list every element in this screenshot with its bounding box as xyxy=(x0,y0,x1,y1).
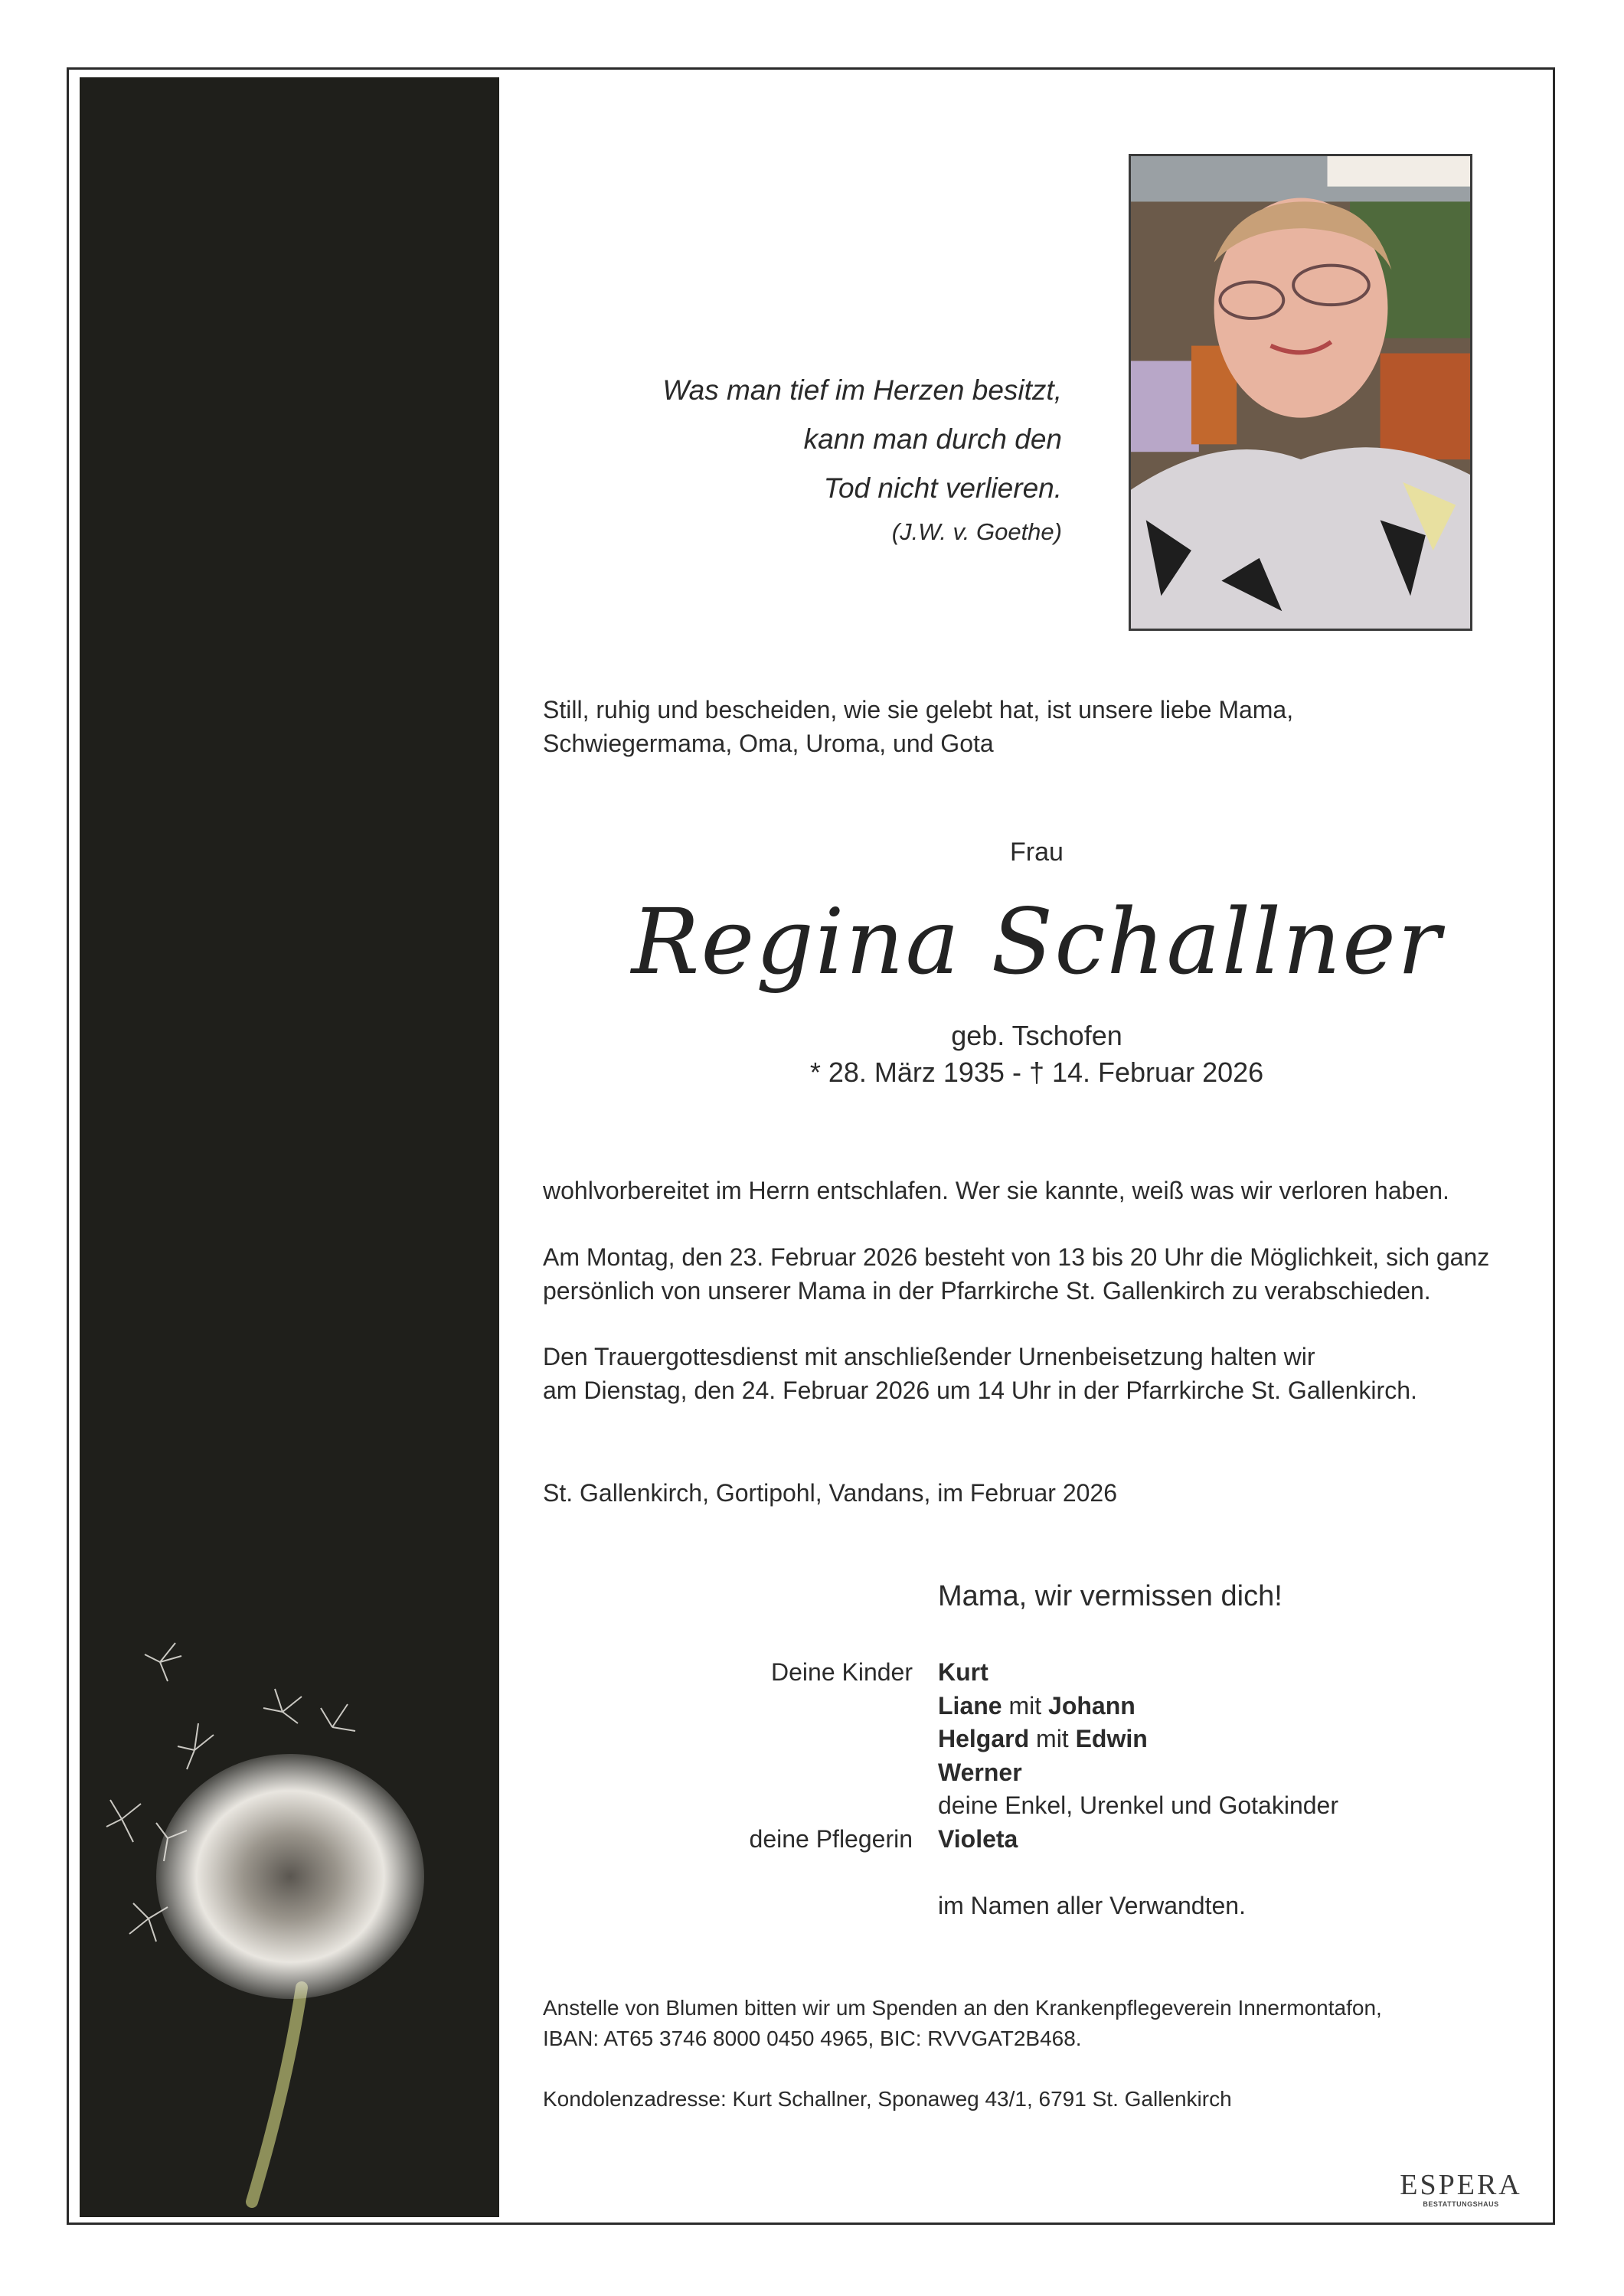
child-entry xyxy=(938,1656,1338,1690)
passing-text: wohlvorbereitet im Herrn entschlafen. Wer sie kannte, weiß was wir verloren haben. xyxy=(543,1177,1449,1204)
condolence-address: Kondolenzadresse: Kurt Schallner, Sponaweg 43/1, 6791 St. Gallenkirch xyxy=(543,2087,1232,2111)
quote-line: Was man tief im Herzen besitzt, xyxy=(662,374,1062,406)
bank-details: IBAN: AT65 3746 8000 0450 4965, BIC: RVVGAT2B468. xyxy=(543,2027,1082,2050)
child-name: Werner xyxy=(938,1758,1022,1786)
partner-name: Edwin xyxy=(1075,1725,1148,1752)
logo-brand: ESPERA xyxy=(1400,2169,1522,2201)
portrait-photo xyxy=(1129,154,1472,631)
quote-line: kann man durch den xyxy=(803,423,1062,455)
child-name: Kurt xyxy=(938,1658,988,1686)
closing-line: im Namen aller Verwandten. xyxy=(938,1891,1246,1919)
child-entry xyxy=(938,1690,1338,1723)
life-dates: * 28. März 1935 - † 14. Februar 2026 xyxy=(809,1057,1264,1088)
caregiver-entry xyxy=(938,1823,1338,1857)
child-name: Helgard xyxy=(938,1725,1030,1752)
intro-text xyxy=(543,693,1523,760)
birth-name: geb. Tschofen xyxy=(951,1020,1122,1051)
connector: mit xyxy=(1036,1725,1069,1752)
intro-line: Still, ruhig und bescheiden, wie sie gelebt hat, ist unsere liebe Mama, xyxy=(543,696,1294,723)
donation-line: Anstelle von Blumen bitten wir um Spenden an den Krankenpflegeverein Innermontafon, xyxy=(543,1996,1382,2020)
funeral-home-logo xyxy=(1400,2170,1522,2208)
caregiver-label: deine Pflegerin xyxy=(749,1824,913,1853)
partner-name: Johann xyxy=(1048,1691,1135,1720)
quote-author: (J.W. v. Goethe) xyxy=(891,518,1062,545)
grandchildren: deine Enkel, Urenkel und Gotakinder xyxy=(938,1791,1338,1819)
viewing-line: Am Montag, den 23. Februar 2026 besteht von 13 bis 20 Uhr die Möglichkeit, sich ganz xyxy=(543,1243,1490,1271)
children-label: Deine Kinder xyxy=(771,1658,913,1686)
donation-info xyxy=(543,1993,1382,2054)
intro-line: Schwiegermama, Oma, Uroma, und Gota xyxy=(543,730,994,757)
mourner-labels xyxy=(582,1656,913,1856)
caregiver-name: Violeta xyxy=(938,1824,1018,1853)
deceased-name: Regina Schallner xyxy=(631,889,1443,994)
viewing-line: persönlich von unserer Mama in der Pfarrkirche St. Gallenkirch zu verabschieden. xyxy=(543,1277,1431,1305)
service-line: Den Trauergottesdienst mit anschließender Urnenbeisetzung halten wir xyxy=(543,1343,1315,1370)
child-entry xyxy=(938,1723,1338,1756)
child-entry xyxy=(938,1756,1338,1790)
side-panel xyxy=(80,77,499,2217)
quote-line: Tod nicht verlieren. xyxy=(823,472,1062,504)
dandelion-image xyxy=(80,1589,499,2217)
logo-subtitle: BESTATTUNGSHAUS xyxy=(1423,2200,1499,2208)
mourners-heading: Mama, wir vermissen dich! xyxy=(938,1580,1283,1612)
connector: mit xyxy=(1008,1691,1042,1720)
child-name: Liane xyxy=(938,1691,1002,1720)
viewing-info xyxy=(543,1240,1538,1308)
salutation: Frau xyxy=(1010,838,1064,867)
place-date: St. Gallenkirch, Gortipohl, Vandans, im Februar 2026 xyxy=(543,1479,1117,1507)
service-info xyxy=(543,1340,1538,1407)
service-line: am Dienstag, den 24. Februar 2026 um 14 Uhr in der Pfarrkirche St. Gallenkirch. xyxy=(543,1377,1417,1404)
mourner-names xyxy=(938,1656,1338,1922)
memorial-quote xyxy=(662,366,1062,551)
